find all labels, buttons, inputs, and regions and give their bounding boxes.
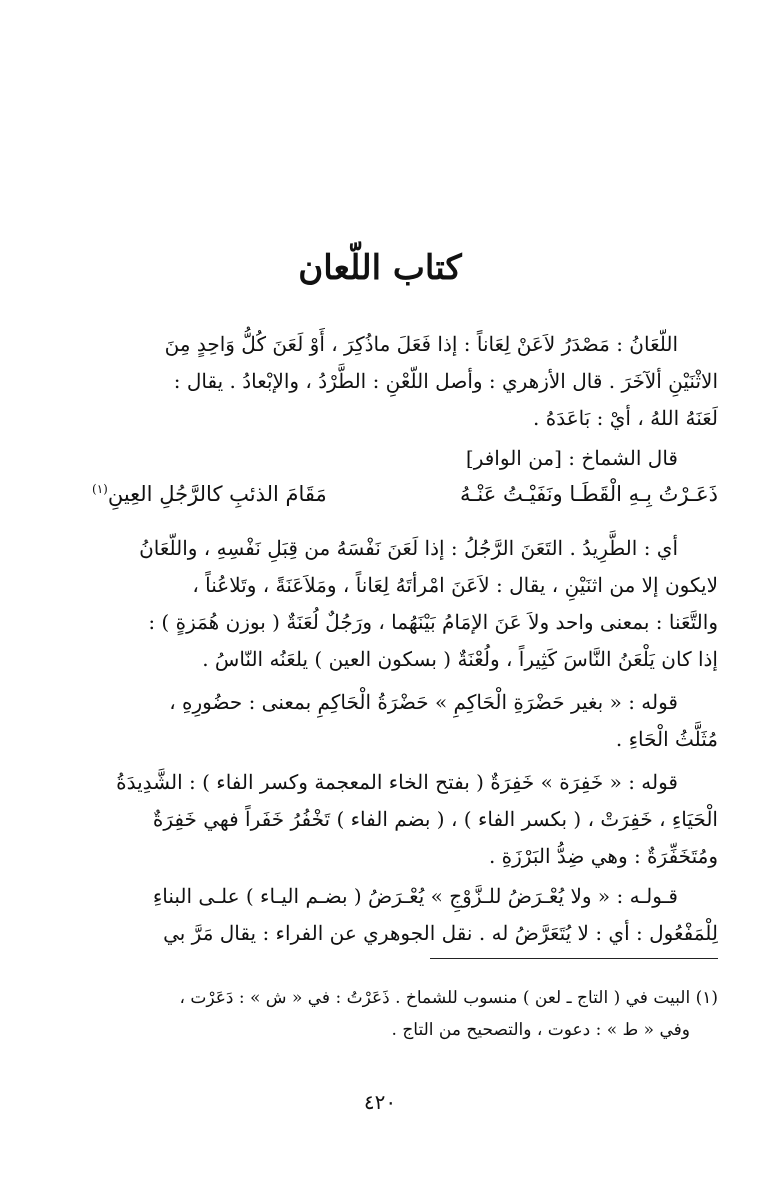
text-line: الْحَيَاءِ ، خَفِرَتْ ، ( بكسر الفاء ) ، ( بضم الفاء ) تَخْفُرُ خَفَراً فهي خَفِرَةٌ (152, 807, 718, 831)
paragraph-hadra (92, 684, 718, 758)
text-line: الاثْنَيْنِ ألآخَرَ . قال الأزهري : وأصل اللّعْنِ : الطَّرْدُ ، والإبْعادُ . يقال : (173, 369, 718, 393)
text-line: قال الشماخ : [من الوافر] (465, 446, 678, 470)
paragraph-yuradu (92, 878, 718, 952)
text-line: اللّعَانُ : مَصْدَرُ لاَعَنْ لِعَاناً : إذا فَعَلَ ماذُكِرَ ، أَوْ لَعَنَ كُلُّ وَاحِدٍ مِنَ (164, 332, 678, 356)
footnote-line: (١) البيت في ( التاج ـ لعن ) منسوب للشماخ . ذَعَرْتُ : في « ش » : دَعَرْت ، (179, 988, 718, 1008)
paragraph-definition (92, 326, 718, 437)
paragraph-khafira (92, 764, 718, 875)
text-line: قوله : « خَفِرَة » خَفِرَةٌ ( بفتح الخاء المعجمة وكسر الفاء ) : الشَّدِيدَةُ (116, 770, 678, 794)
text-line: لَعَنَهُ اللهُ ، أيْ : بَاعَدَهُ . (533, 406, 718, 430)
text-line: أي : الطَّرِيدُ . التَعَنَ الرَّجُلُ : إذا لَعَنَ نَفْسَهُ من قِبَلِ نَفْسِهِ ، واللّعَانُ (139, 536, 678, 560)
footnote-divider (430, 958, 718, 959)
footnote (92, 982, 718, 1046)
paragraph-poet (92, 440, 718, 477)
poetry-verse (92, 482, 718, 506)
text-line: لايكون إلا من اثنَيْنِ ، يقال : لاَعَنَ امْرأتَهُ لِعَاناً ، ومَلاَعَنَةً ، وتَلاعُناً ، (192, 573, 718, 597)
text-line: مُثَلَّثُ الْحَاءِ . (615, 727, 718, 751)
page-number: ٤٢٠ (363, 1090, 397, 1114)
paragraph-explanation (92, 530, 718, 678)
text-line: إذا كان يَلْعَنُ النَّاسَ كَثِيراً ، ولُعْنَةٌ ( بسكون العين ) يلعَنُه النّاسُ . (202, 647, 718, 671)
verse-first-hemistich: ذَعَـرْتُ بِـهِ الْقَطَـا ونَفَيْـتُ عَنْـهُ (460, 482, 718, 506)
text-line: والتَّعَنا : بمعنى واحد ولاَ عَنَ الإمَامُ بَيْنَهُما ، ورَجُلٌ لُعَنَةٌ ( بوزن هُمَزةٍ ) : (148, 610, 718, 634)
footnote-marker: (١) (92, 482, 108, 496)
footnote-line: وفي « ط » : دعوت ، والتصحيح من التاج . (391, 1020, 690, 1040)
verse-second-hemistich: مَقَامَ الذئبِ كالرَّجُلِ العِينِ$^{(١)}$ (92, 482, 327, 506)
text-line: ومُتَخَفِّرَةٌ : وهي ضِدُّ البَرْزَةِ . (488, 844, 718, 868)
text-line: قوله : « بغير حَضْرَةِ الْحَاكِمِ » حَضْرَةُ الْحَاكِمِ بمعنى : حضُورِهِ ، (169, 690, 678, 714)
text-line: قـولـه : « ولا يُعْـرَضُ للـزَّوْجِ » يُعْـرَضُ ( بضـم اليـاء ) علـى البناءِ (152, 884, 678, 908)
chapter-title: كتاب اللّعان (298, 248, 462, 288)
text-line: لِلْمَفْعُول : أي : لا يُتَعَرَّضُ له . نقل الجوهري عن الفراء : يقال مَرَّ بي (163, 921, 718, 945)
